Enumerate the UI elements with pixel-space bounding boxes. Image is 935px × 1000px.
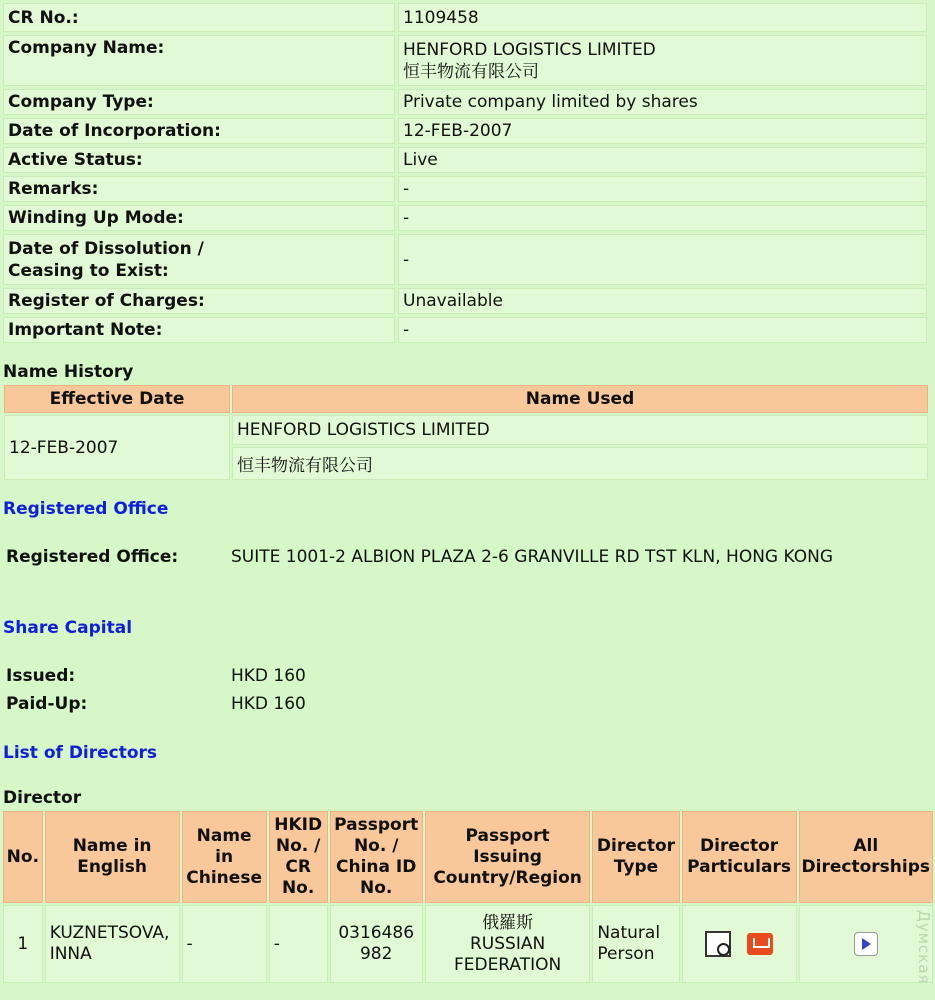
director-name-chinese: -: [182, 905, 267, 983]
info-value: -: [398, 234, 927, 285]
info-label: Company Name:: [3, 35, 395, 86]
info-row-dissolution: [3, 234, 927, 285]
list-of-directors-title[interactable]: List of Directors: [3, 743, 158, 763]
header-director-type: [592, 811, 679, 903]
header-line: All: [853, 836, 879, 856]
header-all-directorships: [799, 811, 933, 903]
info-value: Unavailable: [398, 288, 927, 314]
info-row-cr: [3, 3, 927, 32]
director-issuing-country: [425, 905, 591, 983]
header-effective-date: Effective Date: [4, 385, 230, 413]
document-search-icon[interactable]: [705, 931, 731, 957]
header-line: Particulars: [687, 857, 791, 877]
director-passport: [330, 905, 423, 983]
info-label: Remarks:: [3, 176, 395, 202]
country-line: 俄羅斯: [482, 912, 534, 933]
director-subtitle: Director: [3, 788, 82, 808]
header-line: Issuing: [473, 846, 542, 867]
info-value: -: [398, 205, 927, 231]
header-name-chinese: [182, 811, 267, 903]
director-particulars: [682, 905, 797, 983]
header-name-used: Name Used: [232, 385, 928, 413]
director-no: 1: [3, 905, 43, 983]
header-line: Name: [196, 825, 252, 846]
director-type: [592, 905, 679, 983]
header-line: Name in: [72, 836, 152, 856]
name-history-table: [2, 383, 930, 482]
info-row-company-name: [3, 35, 927, 86]
company-name-en: HENFORD LOGISTICS LIMITED: [403, 39, 656, 60]
info-row-winding-up: [3, 205, 927, 231]
header-issuing-country: [425, 811, 591, 903]
paid-up-value: HKD 160: [231, 694, 306, 714]
info-label: Date of Incorporation:: [3, 118, 395, 144]
info-row-active-status: [3, 147, 927, 173]
info-label: Important Note:: [3, 317, 395, 343]
info-label: Winding Up Mode:: [3, 205, 395, 231]
info-row-incorporation: [3, 118, 927, 144]
issued-value: HKD 160: [231, 666, 306, 686]
info-value: Private company limited by shares: [398, 89, 927, 115]
passport-line: 982: [359, 944, 393, 964]
paid-up-label: Paid-Up:: [6, 694, 88, 714]
type-line: Person: [597, 944, 655, 964]
header-line: Directorships: [801, 857, 930, 877]
history-name-en: HENFORD LOGISTICS LIMITED: [232, 415, 928, 445]
shopping-cart-icon[interactable]: [747, 933, 773, 955]
info-value: Live: [398, 147, 927, 173]
director-hkid: -: [269, 905, 328, 983]
history-effective-date: 12-FEB-2007: [4, 415, 230, 480]
info-label: [3, 234, 395, 285]
type-line: Natural: [597, 923, 661, 943]
name-history-header: [4, 385, 928, 413]
registered-office-title[interactable]: Registered Office: [3, 499, 169, 519]
director-all-directorships: [799, 905, 933, 983]
registered-office-label: Registered Office:: [6, 547, 179, 567]
registered-office-value: SUITE 1001-2 ALBION PLAZA 2-6 GRANVILLE RD TST KLN, HONG KONG: [231, 547, 833, 567]
info-value: 1109458: [398, 3, 927, 32]
director-row: [3, 905, 933, 983]
header-line: No.: [360, 878, 393, 898]
header-name-english: [45, 811, 180, 903]
header-line: Passport: [334, 815, 419, 835]
header-line: in: [215, 846, 234, 867]
info-row-remarks: [3, 176, 927, 202]
director-name-english: [45, 905, 180, 983]
info-label: Active Status:: [3, 147, 395, 173]
header-hkid: [269, 811, 328, 903]
name-line: KUZNETSOVA,: [49, 923, 170, 943]
header-passport: [330, 811, 423, 903]
header-director-particulars: [682, 811, 797, 903]
play-icon[interactable]: [854, 932, 878, 956]
info-label: Company Type:: [3, 89, 395, 115]
issued-label: Issued:: [6, 666, 76, 686]
header-line: Type: [613, 857, 659, 877]
name-line: INNA: [49, 944, 92, 964]
name-history-row: [4, 415, 928, 445]
header-line: No.: [281, 878, 315, 898]
passport-line: 0316486: [338, 923, 415, 943]
company-info-table: [0, 0, 930, 346]
dissolution-label-line2: Ceasing to Exist:: [8, 260, 169, 281]
country-line: FEDERATION: [453, 954, 562, 975]
header-line: Director: [596, 836, 676, 856]
history-name-cn: 恒丰物流有限公司: [232, 447, 928, 480]
info-value: 12-FEB-2007: [398, 118, 927, 144]
header-line: No. /: [353, 836, 399, 856]
header-no: No.: [3, 811, 43, 903]
header-line: Passport: [465, 825, 550, 846]
info-value: [398, 35, 927, 86]
directors-header: [3, 811, 933, 903]
share-capital-title[interactable]: Share Capital: [3, 618, 133, 638]
header-line: HKID: [274, 815, 323, 835]
header-line: Country/Region: [433, 867, 582, 888]
watermark-text: Думская: [915, 910, 933, 985]
info-value: -: [398, 176, 927, 202]
header-line: No. /: [275, 836, 321, 856]
info-row-charges: [3, 288, 927, 314]
country-line: RUSSIAN: [469, 933, 546, 954]
header-line: Director: [700, 836, 779, 856]
info-value: -: [398, 317, 927, 343]
dissolution-label-line1: Date of Dissolution /: [8, 238, 204, 259]
company-name-cn: 恒丰物流有限公司: [403, 61, 539, 82]
info-label: CR No.:: [3, 3, 395, 32]
header-line: China ID: [336, 857, 417, 877]
info-row-company-type: [3, 89, 927, 115]
info-label: Register of Charges:: [3, 288, 395, 314]
header-line: CR: [285, 857, 311, 877]
name-history-title: Name History: [3, 362, 134, 382]
directors-table: [1, 809, 935, 985]
info-row-important-note: [3, 317, 927, 343]
header-line: Chinese: [186, 867, 262, 888]
header-line: English: [77, 857, 147, 877]
